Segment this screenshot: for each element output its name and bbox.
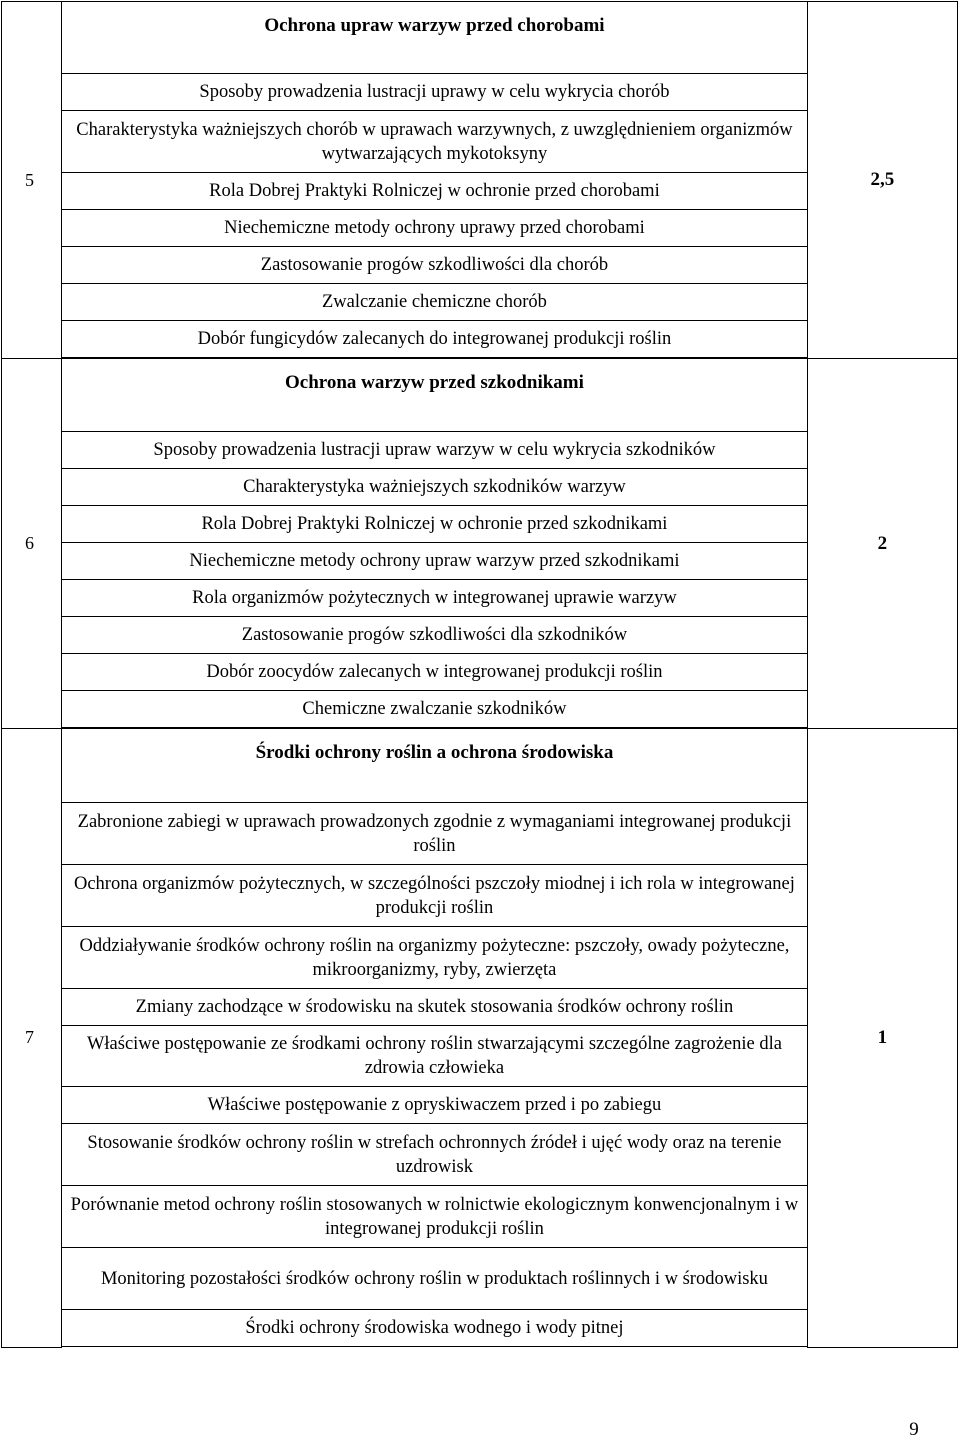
topic-item: Stosowanie środków ochrony roślin w strefach ochronnych źródeł i ujęć wody oraz na terenie uzdrowisk [62,1124,808,1186]
syllabus-table [1,1,958,1348]
topic-item: Właściwe postępowanie ze środkami ochrony roślin stwarzającymi szczególne zagrożenie dla zdrowia człowieka [62,1026,808,1087]
topic-item: Dobór fungicydów zalecanych do integrowanej produkcji roślin [62,321,808,358]
topic-item: Niechemiczne metody ochrony uprawy przed chorobami [62,210,808,247]
topic-item: Dobór zoocydów zalecanych w integrowanej produkcji roślin [62,654,808,691]
topic-item: Monitoring pozostałości środków ochrony roślin w produktach roślinnych i w środowisku [62,1248,808,1310]
section-number: 5 [2,2,62,359]
topic-item: Zmiany zachodzące w środowisku na skutek stosowania środków ochrony roślin [62,989,808,1026]
topic-item: Rola Dobrej Praktyki Rolniczej w ochronie przed szkodnikami [62,506,808,543]
topic-item: Środki ochrony środowiska wodnego i wody pitnej [62,1310,808,1347]
section-title-row [2,2,958,74]
topic-item: Rola organizmów pożytecznych w integrowanej uprawie warzyw [62,580,808,617]
topic-item: Właściwe postępowanie z opryskiwaczem przed i po zabiegu [62,1087,808,1124]
topic-item: Oddziaływanie środków ochrony roślin na organizmy pożyteczne: pszczoły, owady pożyteczne, mikroorganizmy, ryby, zwierzęta [62,927,808,989]
topic-item: Ochrona organizmów pożytecznych, w szczególności pszczoły miodnej i ich rola w integrowanej produkcji roślin [62,865,808,927]
section-number: 6 [2,359,62,729]
topic-item: Charakterystyka ważniejszych szkodników warzyw [62,469,808,506]
topic-item: Charakterystyka ważniejszych chorób w uprawach warzywnych, z uwzględnieniem organizmów wytwarzających mykotoksyny [62,111,808,173]
spacer-cell [62,1347,808,1348]
page-number: 9 [909,1419,919,1440]
topic-item: Zastosowanie progów szkodliwości dla szkodników [62,617,808,654]
topic-item: Rola Dobrej Praktyki Rolniczej w ochronie przed chorobami [62,173,808,210]
section-hours: 2 [807,359,957,729]
topic-item: Zabronione zabiegi w uprawach prowadzonych zgodnie z wymaganiami integrowanej produkcji roślin [62,803,808,865]
section-title: Ochrona warzyw przed szkodnikami [62,359,808,432]
topic-item: Sposoby prowadzenia lustracji upraw warzyw w celu wykrycia szkodników [62,432,808,469]
section-number: 7 [2,729,62,1348]
section-hours: 2,5 [807,2,957,359]
section-title: Ochrona upraw warzyw przed chorobami [62,2,808,74]
topic-item: Zwalczanie chemiczne chorób [62,284,808,321]
section-title-row [2,359,958,432]
section-title-row [2,729,958,803]
topic-item: Niechemiczne metody ochrony upraw warzyw przed szkodnikami [62,543,808,580]
topic-item: Porównanie metod ochrony roślin stosowanych w rolnictwie ekologicznym konwencjonalnym i w integrowanej produkcji roślin [62,1186,808,1248]
topic-item: Zastosowanie progów szkodliwości dla chorób [62,247,808,284]
section-hours: 1 [807,729,957,1348]
topic-item: Sposoby prowadzenia lustracji uprawy w celu wykrycia chorób [62,74,808,111]
topic-item: Chemiczne zwalczanie szkodników [62,691,808,728]
section-title: Środki ochrony roślin a ochrona środowiska [62,729,808,803]
